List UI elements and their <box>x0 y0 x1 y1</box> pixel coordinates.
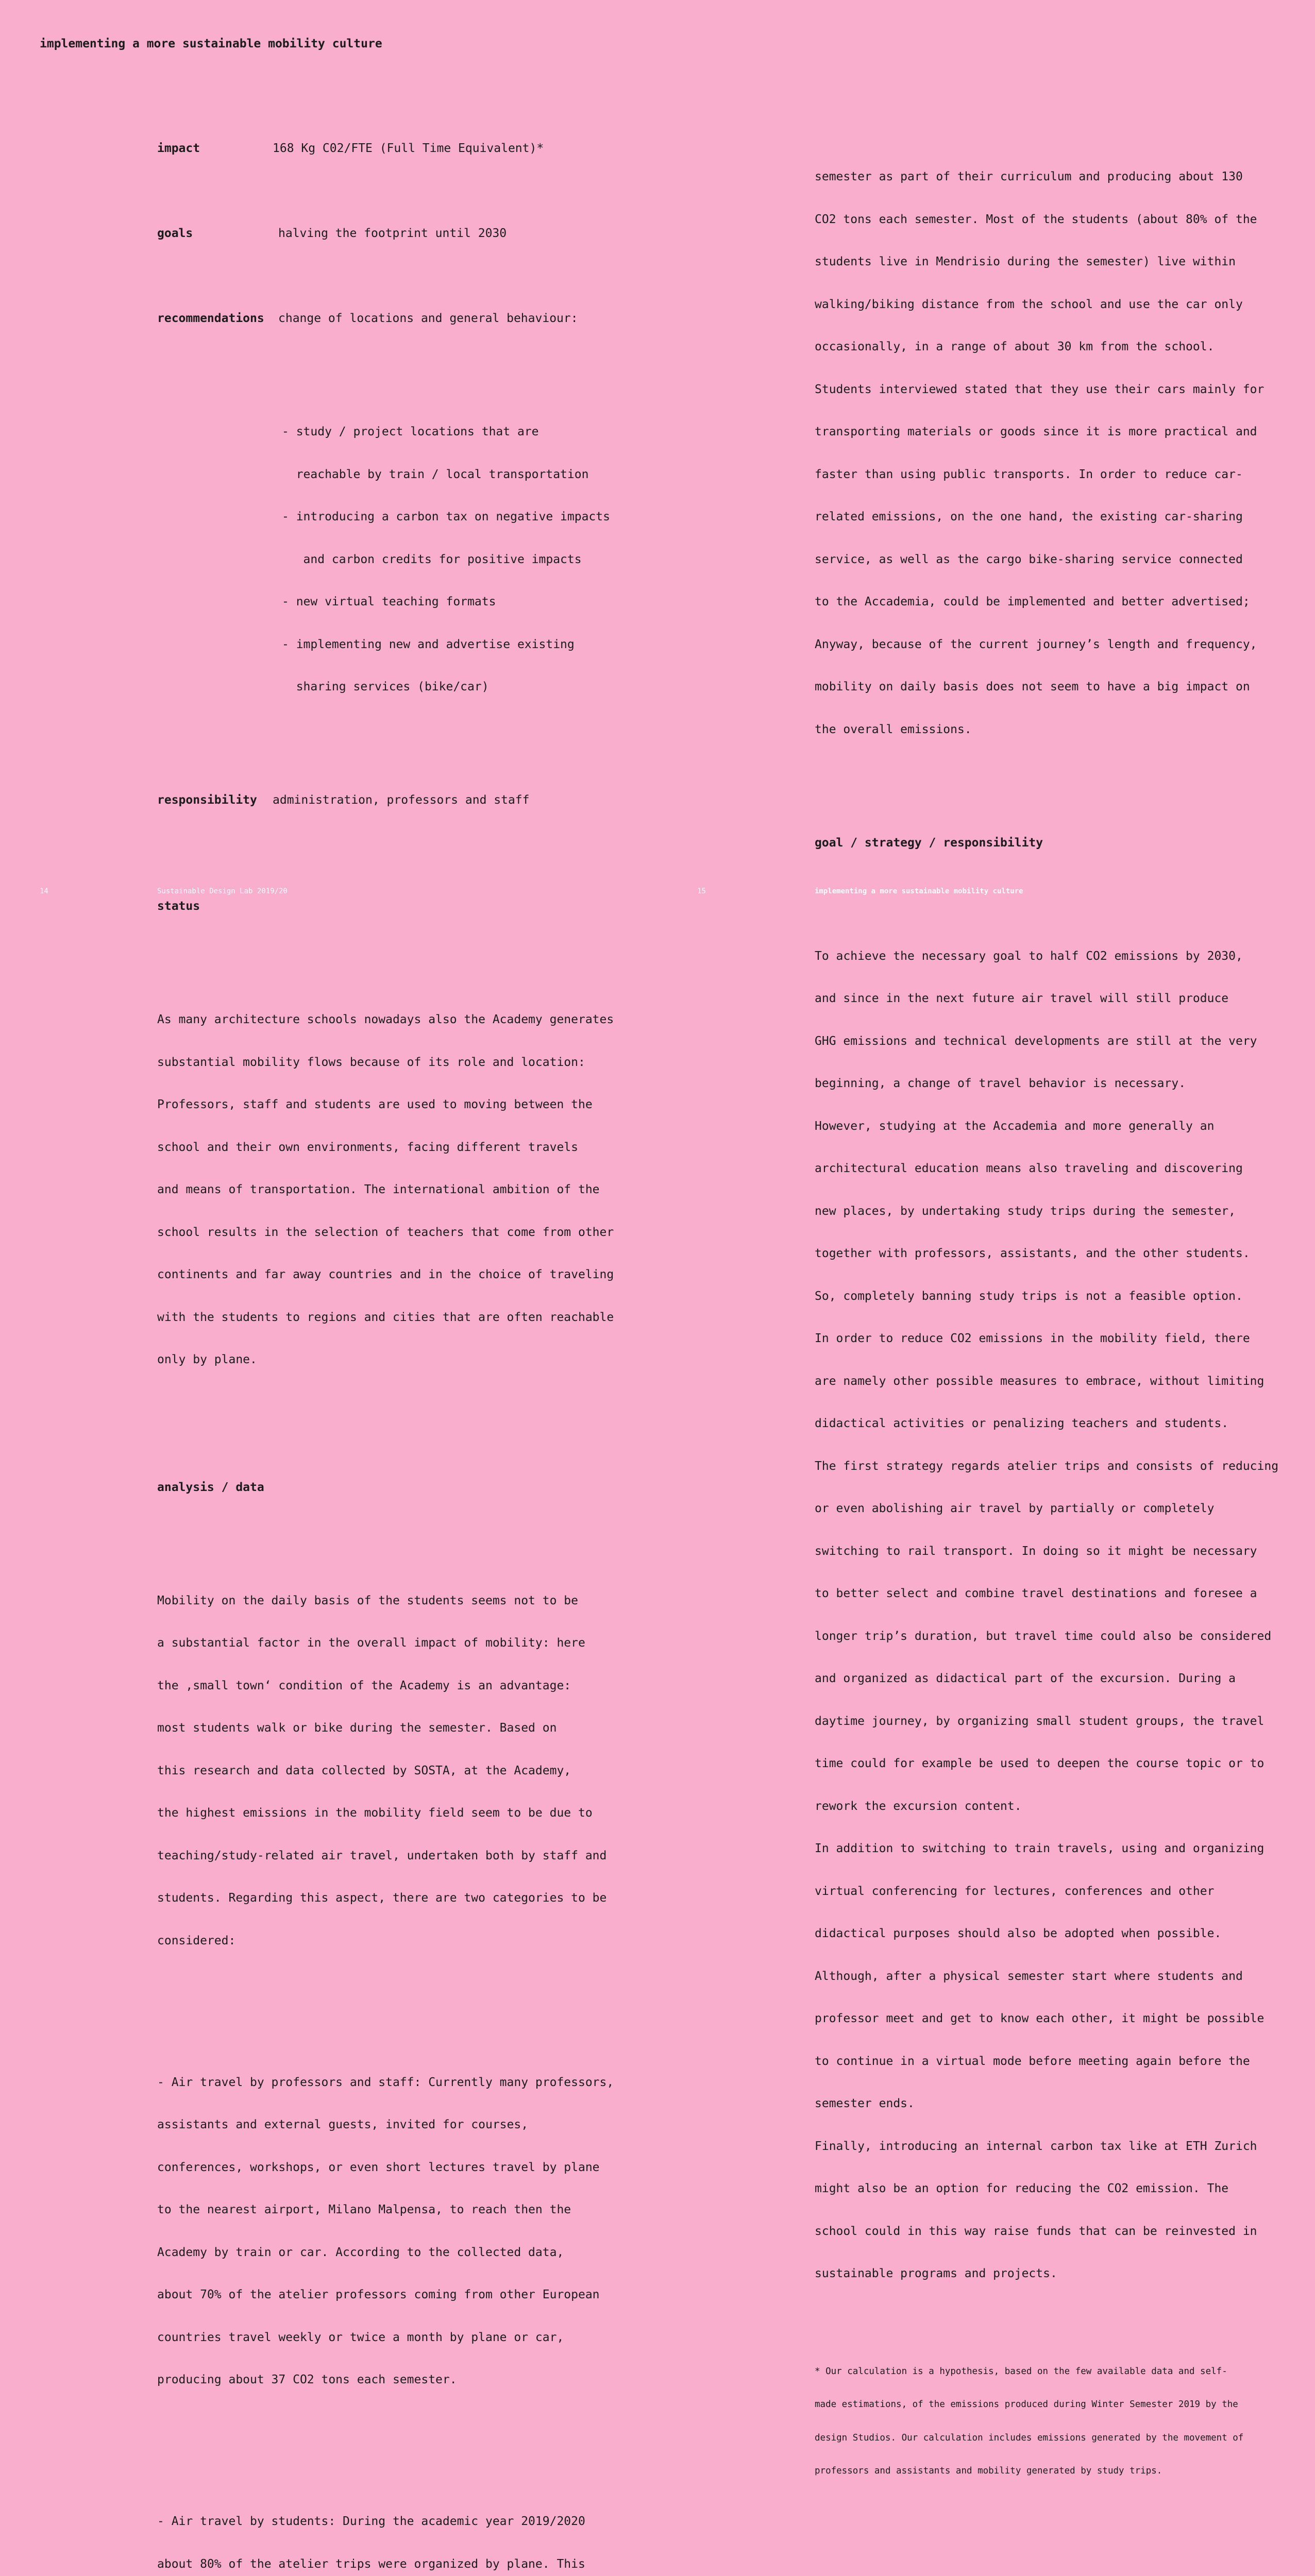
text-line: daytime journey, by organizing small student groups, the travel <box>815 1714 1265 1728</box>
text-line: To achieve the necessary goal to half CO2 emissions by 2030, <box>815 949 1243 963</box>
footnote-line: * Our calculation is a hypothesis, based on the few available data and self- <box>815 2366 1227 2377</box>
text-line: the overall emissions. <box>815 722 972 736</box>
text-line: didactical activities or penalizing teachers and students. <box>815 1417 1229 1430</box>
recommendations-value: change of locations and general behaviour: <box>278 312 578 325</box>
text-line: related emissions, on the one hand, the existing car-sharing <box>815 510 1243 523</box>
list-item: sharing services (bike/car) <box>282 680 489 693</box>
text-line: considered: <box>157 1934 236 1947</box>
text-line: professor meet and get to know each other, it might be possible <box>815 2012 1265 2025</box>
text-line: substantial mobility flows because of its role and location: <box>157 1055 585 1069</box>
text-line: semester as part of their curriculum and producing about 130 <box>815 170 1243 183</box>
text-line: students live in Mendrisio during the semester) live within <box>815 255 1236 268</box>
text-line: didactical purposes should also be adopted when possible. <box>815 1927 1222 1940</box>
text-line: this research and data collected by SOSTA, at the Academy, <box>157 1764 571 1777</box>
responsibility-row <box>157 793 672 808</box>
text-line: conferences, workshops, or even short lectures travel by plane <box>157 2160 600 2174</box>
goals-label: goals <box>157 227 193 240</box>
text-line: GHG emissions and technical developments are still at the very <box>815 1034 1257 1048</box>
text-line: mobility on daily basis does not seem to have a big impact on <box>815 680 1250 693</box>
text-line: time could for example be used to deepen the course topic or to <box>815 1757 1265 1770</box>
left-column <box>157 113 672 2576</box>
text-line: - Air travel by students: During the academic year 2019/2020 <box>157 2515 585 2528</box>
text-line: semester ends. <box>815 2097 915 2110</box>
page-number-right: 15 <box>697 887 706 895</box>
footnote-line: professors and assistants and mobility generated by study trips. <box>815 2466 1162 2476</box>
list-item: - introducing a carbon tax on negative impacts <box>282 510 610 523</box>
goals-row <box>157 227 672 241</box>
goals-value: halving the footprint until 2030 <box>278 227 507 240</box>
text-line: to the nearest airport, Milano Malpensa, to reach then the <box>157 2203 571 2216</box>
text-line: Mobility on the daily basis of the students seems not to be <box>157 1594 578 1607</box>
page-number-left: 14 <box>40 887 48 895</box>
text-line: occasionally, in a range of about 30 km from the school. <box>815 340 1215 353</box>
right-column <box>815 113 1309 2513</box>
text-line: only by plane. <box>157 1353 257 1366</box>
text-line: a substantial factor in the overall impact of mobility: here <box>157 1636 585 1650</box>
text-line: school could in this way raise funds that can be reinvested in <box>815 2224 1257 2238</box>
text-line: about 70% of the atelier professors coming from other European <box>157 2288 600 2301</box>
text-line: teaching/study-related air travel, undertaken both by staff and <box>157 1849 607 1862</box>
continuation-paragraph <box>815 142 1309 765</box>
text-line: new places, by undertaking study trips during the semester, <box>815 1204 1236 1218</box>
list-item: - new virtual teaching formats <box>282 595 496 608</box>
footnote <box>815 2344 1309 2499</box>
text-line: virtual conferencing for lectures, conferences and other <box>815 1884 1215 1898</box>
impact-value: 168 Kg C02/FTE (Full Time Equivalent)* <box>273 142 544 155</box>
text-line: continents and far away countries and in the choice of traveling <box>157 1268 614 1281</box>
text-line: In addition to switching to train travels, using and organizing <box>815 1842 1265 1855</box>
text-line: Although, after a physical semester start where students and <box>815 1969 1243 1983</box>
responsibility-value: administration, professors and staff <box>273 793 530 807</box>
text-line: to continue in a virtual mode before meeting again before the <box>815 2054 1250 2068</box>
analysis-heading: analysis / data <box>157 1480 264 1494</box>
footer-title-right: implementing a more sustainable mobility culture <box>815 887 1023 895</box>
impact-row <box>157 142 672 156</box>
goal-strategy-heading: goal / strategy / responsibility <box>815 836 1043 850</box>
list-item: - implementing new and advertise existing <box>282 637 575 651</box>
text-line: - Air travel by professors and staff: Currently many professors, <box>157 2075 614 2089</box>
text-line: or even abolishing air travel by partially or completely <box>815 1502 1215 1515</box>
text-line: However, studying at the Accademia and more generally an <box>815 1119 1215 1133</box>
text-line: and means of transportation. The international ambition of the <box>157 1183 600 1196</box>
text-line: Students interviewed stated that they use their cars mainly for <box>815 382 1265 396</box>
text-line: most students walk or bike during the semester. Based on <box>157 1721 557 1735</box>
text-line: school and their own environments, facing different travels <box>157 1140 578 1154</box>
text-line: longer trip’s duration, but travel time could also be considered <box>815 1629 1272 1643</box>
list-item: reachable by train / local transportation <box>282 467 589 481</box>
text-line: the highest emissions in the mobility field seem to be due to <box>157 1806 593 1820</box>
text-line: switching to rail transport. In doing so it might be necessary <box>815 1544 1257 1558</box>
footer-title-left: Sustainable Design Lab 2019/20 <box>157 887 288 895</box>
text-line: sustainable programs and projects. <box>815 2267 1057 2280</box>
recommendations-label: recommendations <box>157 312 264 325</box>
text-line: beginning, a change of travel behavior is necessary. <box>815 1077 1186 1090</box>
text-line: producing about 37 CO2 tons each semester. <box>157 2373 457 2386</box>
analysis-paragraph-1 <box>157 1566 672 1977</box>
text-line: assistants and external guests, invited for courses, <box>157 2118 529 2131</box>
text-line: Anyway, because of the current journey’s length and frequency, <box>815 637 1257 651</box>
list-item: - study / project locations that are <box>282 425 539 438</box>
text-line: and organized as didactical part of the excursion. During a <box>815 1672 1236 1685</box>
text-line: architectural education means also traveling and discovering <box>815 1162 1243 1175</box>
recommendations-row <box>157 312 672 326</box>
text-line: faster than using public transports. In order to reduce car- <box>815 467 1243 481</box>
text-line: walking/biking distance from the school and use the car only <box>815 297 1243 311</box>
text-line: school results in the selection of teachers that come from other <box>157 1225 614 1239</box>
footnote-line: design Studios. Our calculation includes emissions generated by the movement of <box>815 2432 1244 2443</box>
text-line: Professors, staff and students are used to moving between the <box>157 1098 593 1111</box>
status-paragraph <box>157 985 672 1396</box>
text-line: might also be an option for reducing the CO2 emission. The <box>815 2182 1229 2195</box>
text-line: Academy by train or car. According to the collected data, <box>157 2245 564 2259</box>
text-line: transporting materials or goods since it is more practical and <box>815 425 1257 438</box>
text-line: about 80% of the atelier trips were organized by plane. This <box>157 2557 585 2571</box>
goal-strategy-paragraph <box>815 921 1309 2310</box>
text-line: are namely other possible measures to embrace, without limiting <box>815 1374 1265 1388</box>
text-line: As many architecture schools nowadays also the Academy generates <box>157 1013 614 1026</box>
text-line: service, as well as the cargo bike-sharing service connected <box>815 552 1243 566</box>
status-heading: status <box>157 900 200 913</box>
text-line: So, completely banning study trips is not a feasible option. <box>815 1289 1243 1303</box>
analysis-paragraph-2 <box>157 2047 672 2416</box>
text-line: the ‚small town‘ condition of the Academy is an advantage: <box>157 1679 571 1692</box>
recommendations-list <box>157 397 672 723</box>
text-line: In order to reduce CO2 emissions in the mobility field, there <box>815 1332 1250 1345</box>
impact-label: impact <box>157 142 200 155</box>
responsibility-label: responsibility <box>157 793 257 807</box>
text-line: students. Regarding this aspect, there are two categories to be <box>157 1891 607 1905</box>
text-line: The first strategy regards atelier trips and consists of reducing <box>815 1459 1279 1473</box>
list-item: and carbon credits for positive impacts <box>282 552 582 566</box>
text-line: Finally, introducing an internal carbon tax like at ETH Zurich <box>815 2139 1257 2153</box>
text-line: rework the excursion content. <box>815 1799 1022 1813</box>
text-line: to better select and combine travel destinations and foresee a <box>815 1587 1257 1600</box>
text-line: and since in the next future air travel will still produce <box>815 992 1229 1005</box>
analysis-paragraph-3 <box>157 2486 672 2576</box>
text-line: CO2 tons each semester. Most of the students (about 80% of the <box>815 212 1257 226</box>
page-title: implementing a more sustainable mobility culture <box>40 37 382 50</box>
footnote-line: made estimations, of the emissions produced during Winter Semester 2019 by the <box>815 2399 1238 2410</box>
text-line: together with professors, assistants, and the other students. <box>815 1247 1250 1260</box>
text-line: countries travel weekly or twice a month by plane or car, <box>157 2330 564 2344</box>
text-line: to the Accademia, could be implemented and better advertised; <box>815 595 1250 608</box>
text-line: with the students to regions and cities that are often reachable <box>157 1310 614 1324</box>
